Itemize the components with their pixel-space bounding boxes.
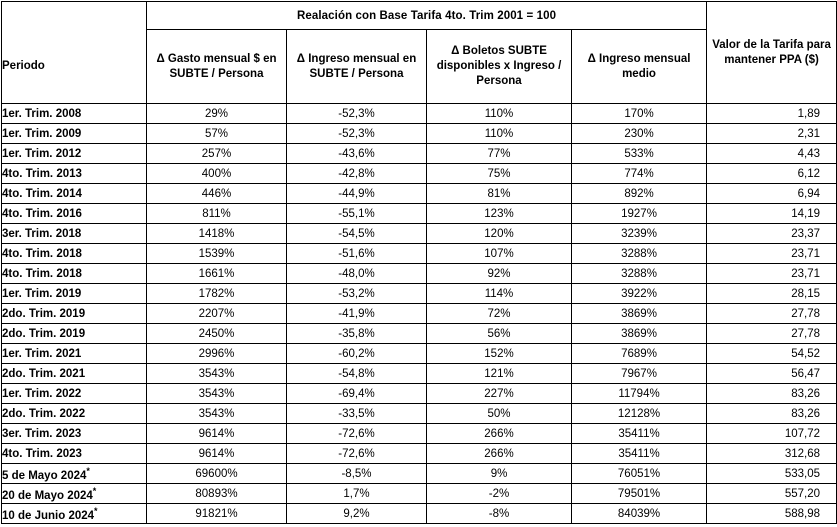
cell-boletos-disponibles: 266% — [427, 424, 572, 444]
column-header-boletos-disponibles: Δ Boletos SUBTE disponibles x Ingreso / Persona — [427, 30, 572, 104]
group-header-relacion-base-tarifa: Realación con Base Tarifa 4to. Trim 2001 = 100 — [147, 2, 707, 30]
table-row — [2, 144, 837, 164]
cell-ingreso-mensual-medio: 3288% — [572, 244, 707, 264]
table-row — [2, 124, 837, 144]
cell-ingreso-mensual-medio: 3869% — [572, 324, 707, 344]
column-header-ingreso-mensual-subte: Δ Ingreso mensual en SUBTE / Persona — [287, 30, 427, 104]
cell-ingreso-mensual-subte: -44,9% — [287, 184, 427, 204]
cell-boletos-disponibles: 227% — [427, 384, 572, 404]
cell-gasto-mensual: 91821% — [147, 504, 287, 524]
table-row — [2, 484, 837, 504]
cell-boletos-disponibles: 152% — [427, 344, 572, 364]
cell-ingreso-mensual-medio: 533% — [572, 144, 707, 164]
column-header-valor-tarifa-ppa: Valor de la Tarifa para mantener PPA ($) — [707, 2, 837, 104]
comparison-table — [1, 1, 837, 524]
cell-gasto-mensual: 9614% — [147, 444, 287, 464]
table-row — [2, 164, 837, 184]
cell-gasto-mensual: 1661% — [147, 264, 287, 284]
cell-gasto-mensual: 2996% — [147, 344, 287, 364]
cell-ingreso-mensual-medio: 892% — [572, 184, 707, 204]
cell-valor-tarifa-ppa: 56,47 — [707, 364, 837, 384]
cell-gasto-mensual: 811% — [147, 204, 287, 224]
cell-valor-tarifa-ppa: 6,12 — [707, 164, 837, 184]
cell-boletos-disponibles: 123% — [427, 204, 572, 224]
table-row — [2, 384, 837, 404]
row-header-periodo: 1er. Trim. 2012 — [2, 144, 147, 164]
cell-ingreso-mensual-subte: -42,8% — [287, 164, 427, 184]
cell-boletos-disponibles: 50% — [427, 404, 572, 424]
row-header-periodo: 4to. Trim. 2018 — [2, 244, 147, 264]
cell-valor-tarifa-ppa: 533,05 — [707, 464, 837, 484]
cell-valor-tarifa-ppa: 28,15 — [707, 284, 837, 304]
column-header-ingreso-mensual-medio: Δ Ingreso mensual medio — [572, 30, 707, 104]
row-header-periodo: 4to. Trim. 2023 — [2, 444, 147, 464]
cell-boletos-disponibles: 9% — [427, 464, 572, 484]
table-head — [2, 2, 837, 104]
cell-gasto-mensual: 9614% — [147, 424, 287, 444]
cell-boletos-disponibles: 92% — [427, 264, 572, 284]
row-header-periodo: 3er. Trim. 2023 — [2, 424, 147, 444]
cell-valor-tarifa-ppa: 54,52 — [707, 344, 837, 364]
row-header-periodo: 4to. Trim. 2018 — [2, 264, 147, 284]
cell-valor-tarifa-ppa: 588,98 — [707, 504, 837, 524]
cell-boletos-disponibles: 266% — [427, 444, 572, 464]
table-row — [2, 284, 837, 304]
cell-ingreso-mensual-medio: 12128% — [572, 404, 707, 424]
row-header-periodo: 4to. Trim. 2014 — [2, 184, 147, 204]
cell-valor-tarifa-ppa: 23,71 — [707, 264, 837, 284]
cell-ingreso-mensual-medio: 84039% — [572, 504, 707, 524]
row-header-periodo: 1er. Trim. 2021 — [2, 344, 147, 364]
table-row — [2, 104, 837, 124]
cell-ingreso-mensual-subte: 9,2% — [287, 504, 427, 524]
table-sheet — [0, 1, 837, 527]
cell-ingreso-mensual-medio: 76051% — [572, 464, 707, 484]
cell-boletos-disponibles: 56% — [427, 324, 572, 344]
cell-ingreso-mensual-medio: 170% — [572, 104, 707, 124]
cell-valor-tarifa-ppa: 6,94 — [707, 184, 837, 204]
footnote-marker: * — [86, 465, 90, 476]
cell-gasto-mensual: 3543% — [147, 404, 287, 424]
cell-gasto-mensual: 2207% — [147, 304, 287, 324]
cell-gasto-mensual: 400% — [147, 164, 287, 184]
cell-valor-tarifa-ppa: 23,71 — [707, 244, 837, 264]
row-header-periodo: 20 de Mayo 2024* — [2, 484, 147, 504]
cell-gasto-mensual: 1782% — [147, 284, 287, 304]
cell-ingreso-mensual-medio: 3869% — [572, 304, 707, 324]
cell-ingreso-mensual-subte: -8,5% — [287, 464, 427, 484]
cell-gasto-mensual: 3543% — [147, 364, 287, 384]
cell-ingreso-mensual-subte: -72,6% — [287, 424, 427, 444]
table-row — [2, 424, 837, 444]
table-row — [2, 504, 837, 524]
row-header-periodo: 2do. Trim. 2019 — [2, 304, 147, 324]
cell-valor-tarifa-ppa: 4,43 — [707, 144, 837, 164]
cell-ingreso-mensual-subte: -54,8% — [287, 364, 427, 384]
cell-gasto-mensual: 2450% — [147, 324, 287, 344]
row-header-periodo: 2do. Trim. 2022 — [2, 404, 147, 424]
table-row — [2, 404, 837, 424]
row-header-periodo: 4to. Trim. 2013 — [2, 164, 147, 184]
table-row — [2, 444, 837, 464]
cell-ingreso-mensual-subte: -43,6% — [287, 144, 427, 164]
footnote-marker: * — [92, 485, 97, 496]
row-header-periodo: 1er. Trim. 2009 — [2, 124, 147, 144]
table-row — [2, 344, 837, 364]
cell-gasto-mensual: 29% — [147, 104, 287, 124]
row-header-periodo: 2do. Trim. 2021 — [2, 364, 147, 384]
cell-ingreso-mensual-subte: -48,0% — [287, 264, 427, 284]
cell-valor-tarifa-ppa: 27,78 — [707, 324, 837, 344]
cell-valor-tarifa-ppa: 1,89 — [707, 104, 837, 124]
cell-ingreso-mensual-subte: -41,9% — [287, 304, 427, 324]
cell-ingreso-mensual-medio: 7689% — [572, 344, 707, 364]
cell-boletos-disponibles: 75% — [427, 164, 572, 184]
column-header-periodo: Periodo — [2, 30, 147, 104]
cell-ingreso-mensual-subte: -72,6% — [287, 444, 427, 464]
row-header-periodo: 1er. Trim. 2019 — [2, 284, 147, 304]
cell-gasto-mensual: 1418% — [147, 224, 287, 244]
row-header-periodo: 1er. Trim. 2008 — [2, 104, 147, 124]
row-header-periodo: 5 de Mayo 2024* — [2, 464, 147, 484]
row-header-periodo: 4to. Trim. 2016 — [2, 204, 147, 224]
cell-ingreso-mensual-medio: 3922% — [572, 284, 707, 304]
cell-gasto-mensual: 69600% — [147, 464, 287, 484]
cell-boletos-disponibles: 121% — [427, 364, 572, 384]
cell-ingreso-mensual-medio: 230% — [572, 124, 707, 144]
cell-ingreso-mensual-medio: 3288% — [572, 264, 707, 284]
cell-valor-tarifa-ppa: 27,78 — [707, 304, 837, 324]
cell-ingreso-mensual-subte: 1,7% — [287, 484, 427, 504]
cell-ingreso-mensual-subte: -53,2% — [287, 284, 427, 304]
cell-ingreso-mensual-medio: 7967% — [572, 364, 707, 384]
cell-boletos-disponibles: 120% — [427, 224, 572, 244]
cell-gasto-mensual: 57% — [147, 124, 287, 144]
cell-gasto-mensual: 446% — [147, 184, 287, 204]
cell-valor-tarifa-ppa: 23,37 — [707, 224, 837, 244]
cell-gasto-mensual: 80893% — [147, 484, 287, 504]
table-row — [2, 204, 837, 224]
cell-ingreso-mensual-medio: 79501% — [572, 484, 707, 504]
cell-ingreso-mensual-medio: 11794% — [572, 384, 707, 404]
cell-boletos-disponibles: 77% — [427, 144, 572, 164]
table-row — [2, 224, 837, 244]
cell-boletos-disponibles: 72% — [427, 304, 572, 324]
table-row — [2, 324, 837, 344]
cell-ingreso-mensual-medio: 3239% — [572, 224, 707, 244]
column-header-gasto-mensual: Δ Gasto mensual $ en SUBTE / Persona — [147, 30, 287, 104]
table-row — [2, 264, 837, 284]
cell-ingreso-mensual-subte: -51,6% — [287, 244, 427, 264]
cell-boletos-disponibles: -2% — [427, 484, 572, 504]
table-row — [2, 364, 837, 384]
cell-ingreso-mensual-subte: -54,5% — [287, 224, 427, 244]
row-header-periodo: 2do. Trim. 2019 — [2, 324, 147, 344]
cell-ingreso-mensual-subte: -52,3% — [287, 124, 427, 144]
cell-valor-tarifa-ppa: 83,26 — [707, 404, 837, 424]
row-header-periodo: 10 de Junio 2024* — [2, 504, 147, 524]
row-header-periodo: 1er. Trim. 2022 — [2, 384, 147, 404]
table-row — [2, 304, 837, 324]
cell-valor-tarifa-ppa: 557,20 — [707, 484, 837, 504]
cell-ingreso-mensual-subte: -55,1% — [287, 204, 427, 224]
cell-valor-tarifa-ppa: 107,72 — [707, 424, 837, 444]
table-row — [2, 244, 837, 264]
table-row — [2, 184, 837, 204]
table-group-header-row — [2, 2, 837, 30]
cell-ingreso-mensual-subte: -69,4% — [287, 384, 427, 404]
cell-ingreso-mensual-medio: 1927% — [572, 204, 707, 224]
cell-ingreso-mensual-medio: 35411% — [572, 444, 707, 464]
cell-gasto-mensual: 257% — [147, 144, 287, 164]
cell-gasto-mensual: 1539% — [147, 244, 287, 264]
cell-boletos-disponibles: 114% — [427, 284, 572, 304]
cell-boletos-disponibles: 107% — [427, 244, 572, 264]
cell-ingreso-mensual-subte: -60,2% — [287, 344, 427, 364]
corner-blank-cell — [2, 2, 147, 30]
cell-boletos-disponibles: 110% — [427, 124, 572, 144]
cell-valor-tarifa-ppa: 312,68 — [707, 444, 837, 464]
cell-valor-tarifa-ppa: 14,19 — [707, 204, 837, 224]
row-header-periodo: 3er. Trim. 2018 — [2, 224, 147, 244]
cell-valor-tarifa-ppa: 2,31 — [707, 124, 837, 144]
table-body — [2, 104, 837, 524]
cell-valor-tarifa-ppa: 83,26 — [707, 384, 837, 404]
cell-boletos-disponibles: -8% — [427, 504, 572, 524]
cell-ingreso-mensual-medio: 774% — [572, 164, 707, 184]
cell-ingreso-mensual-subte: -35,8% — [287, 324, 427, 344]
cell-boletos-disponibles: 110% — [427, 104, 572, 124]
cell-gasto-mensual: 3543% — [147, 384, 287, 404]
footnote-marker: * — [94, 505, 98, 516]
cell-ingreso-mensual-medio: 35411% — [572, 424, 707, 444]
table-row — [2, 464, 837, 484]
cell-boletos-disponibles: 81% — [427, 184, 572, 204]
cell-ingreso-mensual-subte: -52,3% — [287, 104, 427, 124]
cell-ingreso-mensual-subte: -33,5% — [287, 404, 427, 424]
